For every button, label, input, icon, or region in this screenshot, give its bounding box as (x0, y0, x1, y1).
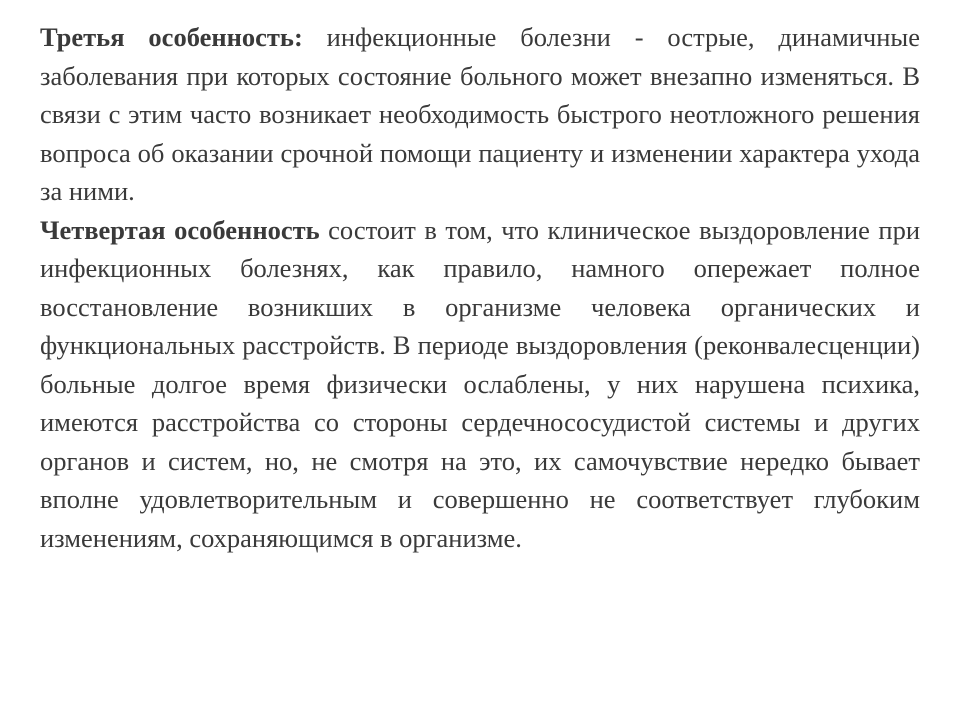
paragraph-body: инфекционные болезни - острые, динамичные заболевания при которых состояние больного может внезапно изменяться. В связи с этим часто возникает необходимость быстрого неотложного решения вопроса об оказании срочной помощи пациенту и изменении характера ухода за ними. (40, 22, 920, 206)
paragraph-lead: Четвертая особенность (40, 214, 320, 245)
paragraph-fourth-feature (40, 211, 920, 558)
slide-content (40, 18, 920, 557)
paragraph-third-feature (40, 18, 920, 211)
paragraph-body: состоит в том, что клиническое выздоровление при инфекционных болезнях, как правило, намного опережает полное восстановление возникших в организме человека органических и функциональных расстройств. В периоде выздоровления (реконвалесценции) больные долгое время физически ослаблены, у них нарушена психика, имеются расстройства со стороны сердечнососудистой системы и других органов и систем, но, не смотря на это, их самочувствие нередко бывает вполне удовлетворительным и совершенно не соответствует глубоким изменениям, сохраняющимся в организме. (40, 214, 920, 553)
paragraph-lead: Третья особенность: (40, 22, 303, 52)
